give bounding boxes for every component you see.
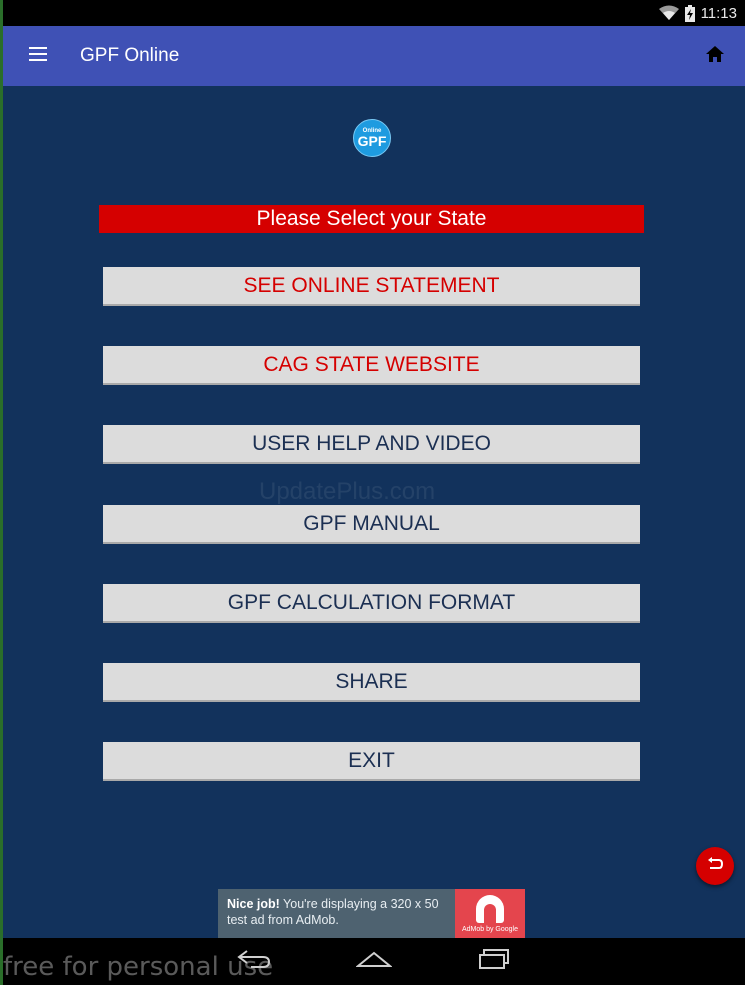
share-button[interactable] [103,663,640,702]
app-title: GPF Online [80,45,180,66]
button-label: CAG STATE WEBSITE [263,352,480,376]
nav-home-icon [356,950,392,973]
button-label: GPF CALCULATION FORMAT [227,590,516,614]
cag-state-website-button[interactable] [103,346,640,385]
menu-button[interactable] [3,26,73,86]
admob-logo [455,889,525,938]
ad-headline: Nice job! [227,897,280,911]
admob-icon [476,895,504,923]
status-bar [3,0,745,26]
overlay-watermark-text: free for personal use [3,952,274,982]
see-online-statement-button[interactable] [103,267,640,306]
button-label: SHARE [335,669,408,693]
ad-body: You're displaying a 320 x 50 test ad from AdMob. [227,897,439,927]
ad-banner[interactable] [218,889,525,938]
user-help-video-button[interactable] [103,425,640,464]
exit-button[interactable] [103,742,640,781]
undo-icon [707,857,723,876]
undo-fab-button[interactable] [696,847,734,885]
app-logo [353,119,391,157]
main-content [3,86,745,938]
ad-text [218,889,455,938]
gpf-calculation-format-button[interactable] [103,584,640,623]
status-time: 11:13 [700,4,737,22]
hamburger-icon [29,47,47,66]
button-label: SEE ONLINE STATEMENT [243,273,500,297]
wifi-icon [659,5,679,21]
button-label: USER HELP AND VIDEO [252,431,491,455]
app-bar [3,26,745,86]
select-state-banner[interactable] [99,205,644,233]
logo-big-text: GPF [357,133,387,149]
admob-caption: AdMob by Google [461,925,519,933]
button-label: EXIT [348,748,395,772]
nav-home-button[interactable] [349,942,399,982]
button-label: GPF MANUAL [303,511,440,535]
home-icon [706,46,724,67]
logo-small-text: Online [362,128,382,134]
watermark-text: UpdatePlus.com [259,478,436,505]
home-button[interactable] [685,26,745,86]
battery-charging-icon [685,5,695,22]
recents-icon [478,949,510,974]
select-state-label: Please Select your State [256,207,487,230]
gpf-manual-button[interactable] [103,505,640,544]
nav-recents-button[interactable] [469,942,519,982]
